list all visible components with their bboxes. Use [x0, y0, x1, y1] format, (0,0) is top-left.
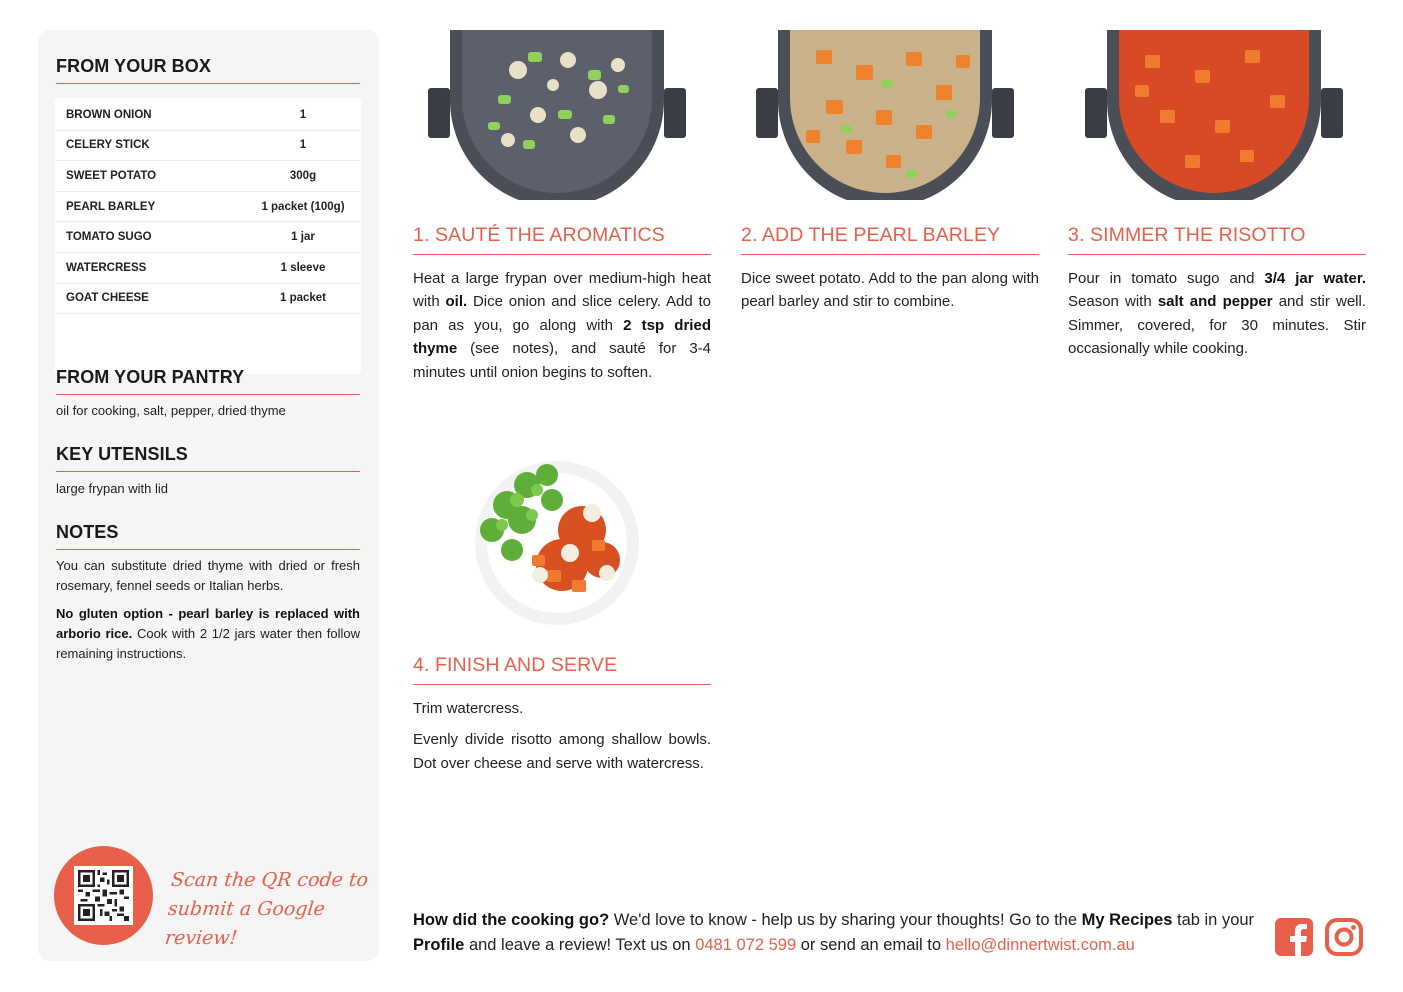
ingredient-qty: 1 packet (100g) — [261, 200, 345, 213]
table-row — [55, 253, 361, 284]
table-row — [55, 100, 361, 131]
ingredient-qty: 300g — [289, 169, 317, 182]
footer-text-c: and leave a review! Text us on — [464, 936, 696, 954]
utensils-text: large frypan with lid — [56, 481, 168, 496]
from-your-box-heading: FROM YOUR BOX — [56, 56, 360, 84]
step1-bold-a: oil. — [445, 293, 468, 311]
instagram-icon[interactable] — [1325, 918, 1363, 956]
ingredient-name: GOAT CHEESE — [66, 292, 149, 305]
step2-instructions: Dice sweet potato. Add to the pan along with pearl barley and stir to combine. — [741, 270, 1039, 311]
ingredient-qty: 1 — [299, 139, 307, 152]
footer-my-recipes: My Recipes — [1081, 911, 1173, 929]
phone-link[interactable]: 0481 072 599 — [695, 936, 797, 954]
qr-caption-line2: submit a Google review! — [163, 898, 327, 949]
ingredient-qty: 1 — [299, 108, 307, 121]
qr-caption — [163, 866, 372, 953]
pantry-heading: FROM YOUR PANTRY — [56, 367, 360, 395]
step4-instructions — [413, 697, 711, 775]
facebook-icon[interactable] — [1275, 918, 1313, 956]
step3-text-c: and stir well. Simmer, covered, for 30 minutes. Stir occasionally while cooking. — [1068, 293, 1366, 358]
notes-bold: No gluten option - pearl barley is replaced with arborio rice. — [56, 606, 360, 641]
step3-text-b: Season with — [1068, 293, 1158, 311]
ingredient-qty: 1 packet — [279, 292, 327, 305]
step2-title: 2. ADD THE PEARL BARLEY — [741, 224, 1039, 255]
qr-caption-line1: Scan the QR code to — [169, 869, 370, 891]
footer-profile: Profile — [413, 936, 465, 954]
footer-text-b: tab in your — [1172, 911, 1255, 929]
notes-rest: Cook with 2 1/2 jars water then follow remaining instructions. — [56, 626, 361, 661]
step4-para1: Trim watercress. — [413, 700, 524, 717]
email-link[interactable]: hello@dinnertwist.com.au — [945, 936, 1135, 954]
step1-title: 1. SAUTÉ THE AROMATICS — [413, 224, 711, 255]
step1-text-c: (see notes), and sauté for 3-4 minutes until onion begins to soften. — [413, 340, 711, 381]
step4-para2: Evenly divide risotto among shallow bowls. Dot over cheese and serve with watercress. — [413, 731, 711, 772]
utensils-heading: KEY UTENSILS — [56, 444, 360, 472]
step3-bold-b: salt and pepper — [1157, 293, 1273, 311]
step1-bold-b: 2 tsp dried thyme — [413, 316, 711, 358]
qr-badge[interactable] — [54, 846, 153, 945]
step1-instructions — [413, 267, 711, 384]
notes-heading: NOTES — [56, 522, 360, 550]
qr-code-icon[interactable] — [74, 866, 133, 925]
step4-bowl-image — [462, 455, 642, 630]
pantry-text: oil for cooking, salt, pepper, dried thyme — [56, 403, 286, 418]
step3-instructions — [1068, 267, 1366, 361]
step1-pan-image — [428, 30, 686, 200]
table-row — [55, 284, 361, 315]
footer-text-a: We'd love to know - help us by sharing your thoughts! Go to the — [609, 911, 1082, 929]
table-row — [55, 192, 361, 223]
step4-title: 4. FINISH AND SERVE — [413, 654, 711, 685]
ingredient-qty: 1 sleeve — [280, 261, 326, 274]
ingredients-panel — [38, 30, 379, 961]
step2-pan-image — [756, 30, 1014, 200]
step3-bold-a: 3/4 jar water. — [1264, 270, 1367, 287]
step1-text-a: Heat a large frypan over medium-high heat with — [413, 270, 711, 311]
ingredient-name: TOMATO SUGO — [66, 231, 152, 244]
step1-text-b: Dice onion and slice celery. Add to pan as you, go along with — [413, 293, 711, 334]
notes-paragraph: You can substitute dried thyme with dried or fresh rosemary, fennel seeds or Italian herbs. — [56, 558, 360, 593]
step3-pan-image — [1085, 30, 1343, 200]
footer-text-d: or send an email to — [796, 936, 946, 954]
ingredient-name: WATERCRESS — [66, 261, 147, 274]
ingredient-name: CELERY STICK — [66, 139, 150, 152]
ingredient-qty: 1 jar — [291, 231, 315, 244]
ingredient-name: SWEET POTATO — [66, 169, 157, 182]
footer-question: How did the cooking go? — [413, 911, 610, 929]
step3-text-a: Pour in tomato sugo and — [1068, 270, 1265, 287]
ingredient-name: BROWN ONION — [66, 108, 152, 121]
review-footer — [413, 908, 1263, 958]
table-row — [55, 161, 361, 192]
notes-gluten-paragraph — [56, 604, 360, 664]
step3-title: 3. SIMMER THE RISOTTO — [1068, 224, 1366, 255]
ingredients-table — [55, 98, 361, 374]
table-row — [55, 222, 361, 253]
table-row — [55, 131, 361, 162]
ingredient-name: PEARL BARLEY — [66, 200, 156, 213]
